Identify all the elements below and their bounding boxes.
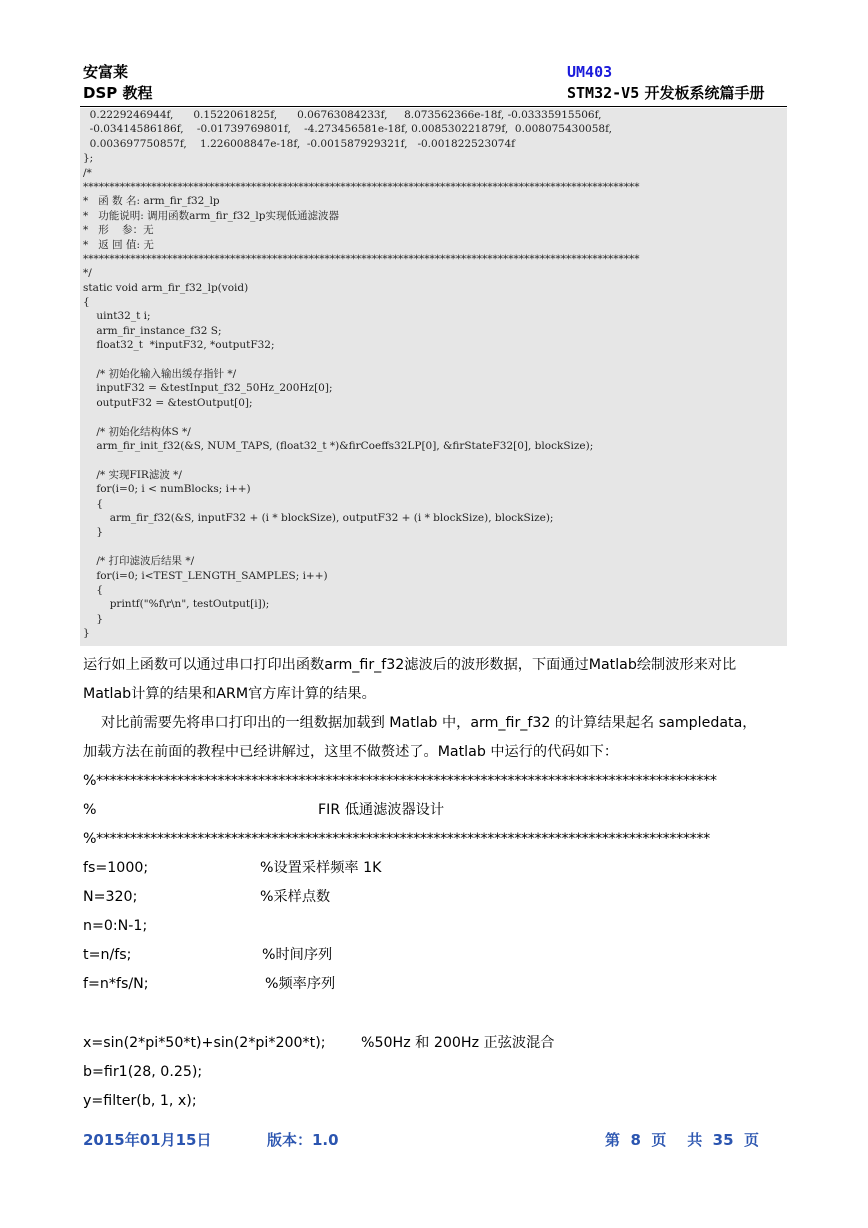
matlab-comment-t: %时间序列 — [262, 947, 333, 963]
matlab-code-x: x=sin(2*pi*50*t)+sin(2*pi*200*t); — [83, 1035, 326, 1051]
code-line: * 返 回 值: 无 — [83, 238, 154, 251]
series-name: DSP 教程 — [83, 84, 153, 102]
matlab-code-t: t=n/fs; — [83, 947, 132, 963]
matlab-rule-bottom: %******************************************************************************************* — [83, 831, 710, 847]
code-line: for(i=0; i < numBlocks; i++) — [83, 483, 251, 496]
code-line: } — [83, 627, 90, 640]
header-right — [567, 62, 764, 104]
code-line: ********************************************************************************************************** — [83, 180, 640, 193]
matlab-title-line — [83, 800, 783, 820]
header-left — [83, 62, 152, 104]
paragraph-2-line-1: 对比前需要先将串口打印出的一组数据加载到 Matlab 中，arm_fir_f32 的计算结果起名 sampledata， — [83, 715, 757, 731]
footer-date: 2015年01月15日 — [83, 1131, 212, 1149]
code-block — [80, 108, 787, 646]
code-line: } — [83, 526, 104, 539]
header-divider — [80, 106, 787, 107]
code-line: { — [83, 296, 90, 309]
matlab-code-f: f=n*fs/N; — [83, 976, 149, 992]
code-line: /* — [83, 166, 92, 179]
model-number: UM403 — [567, 63, 613, 81]
code-line: /* 初始化结构体S */ — [83, 425, 191, 438]
matlab-comment-n: %采样点数 — [260, 889, 331, 905]
code-line: outputF32 = &testOutput[0]; — [83, 396, 253, 409]
paragraph-1-line-2: Matlab计算的结果和ARM官方库计算的结果。 — [83, 686, 376, 702]
manual-title — [567, 83, 764, 104]
code-line: 0.2229246944f, 0.1522061825f, 0.06763084233f, 8.073562366e-18f, -0.03335915506f, — [83, 109, 602, 121]
matlab-comment-x: %50Hz 和 200Hz 正弦波混合 — [361, 1035, 555, 1051]
company-name: 安富莱 — [83, 63, 129, 81]
code-line: * 功能说明: 调用函数arm_fir_f32_lp实现低通滤波器 — [83, 209, 339, 222]
code-line: /* 实现FIR滤波 */ — [83, 468, 182, 481]
code-line: /* 初始化输入输出缓存指针 */ — [83, 368, 237, 381]
code-line: * 形 参：无 — [83, 224, 154, 237]
footer-page-number: 第 8 页 共 35 页 — [605, 1131, 759, 1149]
matlab-title-percent: % — [83, 802, 97, 818]
code-line: arm_fir_instance_f32 S; — [83, 324, 222, 337]
code-line: float32_t *inputF32, *outputF32; — [83, 339, 275, 352]
footer-version: 版本：1.0 — [267, 1131, 339, 1149]
code-line: inputF32 = &testInput_f32_50Hz_200Hz[0]; — [83, 382, 333, 395]
code-line: { — [83, 497, 104, 510]
code-line: * 函 数 名: arm_fir_f32_lp — [83, 195, 220, 208]
matlab-title: FIR 低通滤波器设计 — [318, 802, 445, 818]
code-line: printf("%f\r\n", testOutput[i]); — [83, 598, 270, 611]
matlab-line-fs — [83, 858, 783, 878]
code-line: -0.03414586186f, -0.01739769801f, -4.273456581e-18f, 0.008530221879f, 0.008075430058f, — [83, 123, 612, 136]
code-line — [83, 353, 787, 367]
paragraph-2-line-2: 加载方法在前面的教程中已经讲解过，这里不做赘述了。Matlab 中运行的代码如下： — [83, 744, 619, 760]
code-line: arm_fir_f32(&S, inputF32 + (i * blockSize), outputF32 + (i * blockSize), blockSize); — [83, 511, 554, 524]
matlab-comment-f: %频率序列 — [265, 976, 336, 992]
manual-title-text: 开发板系统篇手册 — [639, 84, 765, 102]
matlab-rule-top: %******************************************************************************************** — [83, 773, 717, 789]
code-line — [83, 410, 787, 424]
matlab-code-fs: fs=1000; — [83, 860, 149, 876]
code-line: /* 打印滤波后结果 */ — [83, 555, 195, 568]
code-line — [83, 453, 787, 467]
code-line: { — [83, 583, 104, 596]
matlab-comment-fs: %设置采样频率 1K — [260, 860, 382, 876]
code-line: */ — [83, 267, 92, 280]
matlab-line-range: n=0:N-1; — [83, 918, 148, 934]
code-line: uint32_t i; — [83, 310, 151, 323]
matlab-line-t — [83, 945, 783, 965]
code-line: } — [83, 612, 104, 625]
matlab-line-f — [83, 974, 783, 994]
matlab-line-x — [83, 1033, 783, 1053]
code-line: for(i=0; i<TEST_LENGTH_SAMPLES; i++) — [83, 569, 328, 582]
code-line: arm_fir_init_f32(&S, NUM_TAPS, (float32_t *)&firCoeffs32LP[0], &firStateF32[0], blockSize); — [83, 439, 594, 452]
code-line: static void arm_fir_f32_lp(void) — [83, 281, 249, 294]
matlab-line-n — [83, 887, 783, 907]
code-line — [83, 540, 787, 554]
manual-title-model: STM32-V5 — [567, 84, 640, 102]
code-line: 0.003697750857f, 1.226008847e-18f, -0.001587929321f, -0.001822523074f — [83, 137, 516, 150]
code-line: ********************************************************************************************************** — [83, 252, 640, 265]
matlab-line-b: b=fir1(28, 0.25); — [83, 1064, 203, 1080]
matlab-line-y: y=filter(b, 1, x); — [83, 1093, 197, 1109]
paragraph-1-line-1: 运行如上函数可以通过串口打印出函数arm_fir_f32滤波后的波形数据，下面通过Matlab绘制波形来对比 — [83, 657, 737, 673]
code-line: }; — [83, 152, 94, 165]
matlab-code-n: N=320; — [83, 889, 138, 905]
